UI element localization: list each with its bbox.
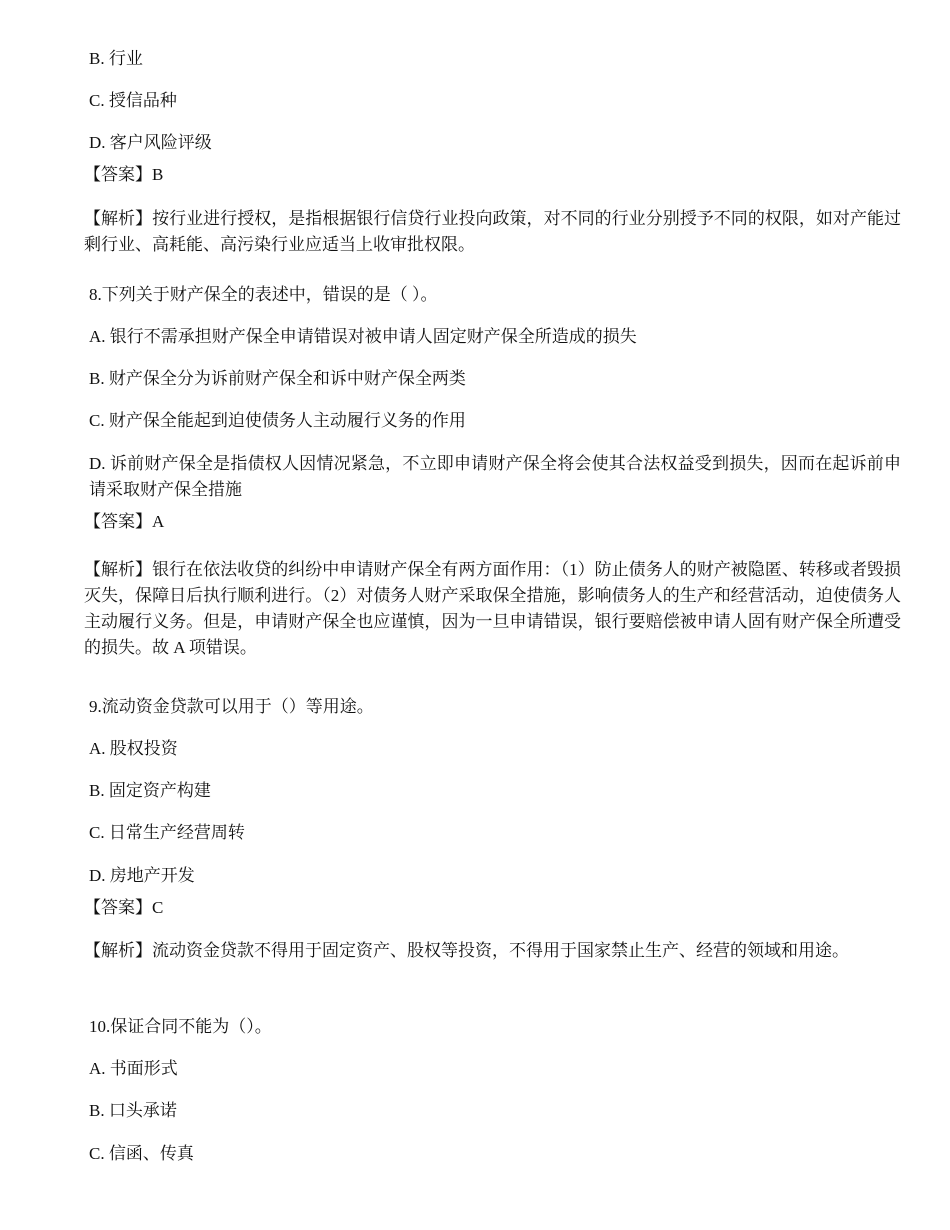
q9-option-d: D. 房地产开发 [89, 866, 195, 885]
q8-analysis: 【解析】银行在依法收贷的纠纷中申请财产保全有两方面作用：（1）防止债务人的财产被隐匿、转移或者毁损灭失，保障日后执行顺利进行。（2）对债务人财产采取保全措施，影响债务人的生产和经营活动，迫使债务人主动履行义务。但是，申请财产保全也应谨慎，因为一旦申请错误，银行要赔偿被申请人固有财产保全所遭受的损失。故 A 项错误。 [84, 560, 901, 657]
q7-option-d: D. 客户风险评级 [89, 133, 212, 152]
q8-option-a: A. 银行不需承担财产保全申请错误对被申请人固定财产保全所造成的损失 [89, 327, 637, 346]
q9-analysis: 【解析】流动资金贷款不得用于固定资产、股权等投资，不得用于国家禁止生产、经营的领域和用途。 [84, 941, 849, 960]
q7-option-c: C. 授信品种 [89, 91, 177, 110]
q8-option-c: C. 财产保全能起到迫使债务人主动履行义务的作用 [89, 411, 466, 430]
q7-analysis: 【解析】按行业进行授权，是指根据银行信贷行业投向政策，对不同的行业分别授予不同的权限，如对产能过剩行业、高耗能、高污染行业应适当上收审批权限。 [84, 209, 901, 254]
q8-option-b: B. 财产保全分为诉前财产保全和诉中财产保全两类 [89, 369, 466, 388]
q9-question: 9.流动资金贷款可以用于（）等用途。 [89, 697, 374, 716]
q10-question: 10.保证合同不能为（）。 [89, 1017, 272, 1036]
q8-option-d: D. 诉前财产保全是指债权人因情况紧急，不立即申请财产保全将会使其合法权益受到损失，因而在起诉前申请采取财产保全措施 [89, 454, 901, 499]
q9-option-a: A. 股权投资 [89, 739, 178, 758]
q10-option-a: A. 书面形式 [89, 1059, 178, 1078]
q8-question: 8.下列关于财产保全的表述中，错误的是（ ）。 [89, 285, 438, 304]
q10-option-c: C. 信函、传真 [89, 1144, 194, 1163]
q8-answer: 【答案】A [84, 512, 165, 531]
q9-option-c: C. 日常生产经营周转 [89, 823, 245, 842]
q9-option-b: B. 固定资产构建 [89, 781, 211, 800]
q7-option-b: B. 行业 [89, 49, 143, 68]
q9-answer: 【答案】C [84, 898, 164, 917]
q7-answer: 【答案】B [84, 165, 164, 184]
q10-option-b: B. 口头承诺 [89, 1101, 177, 1120]
